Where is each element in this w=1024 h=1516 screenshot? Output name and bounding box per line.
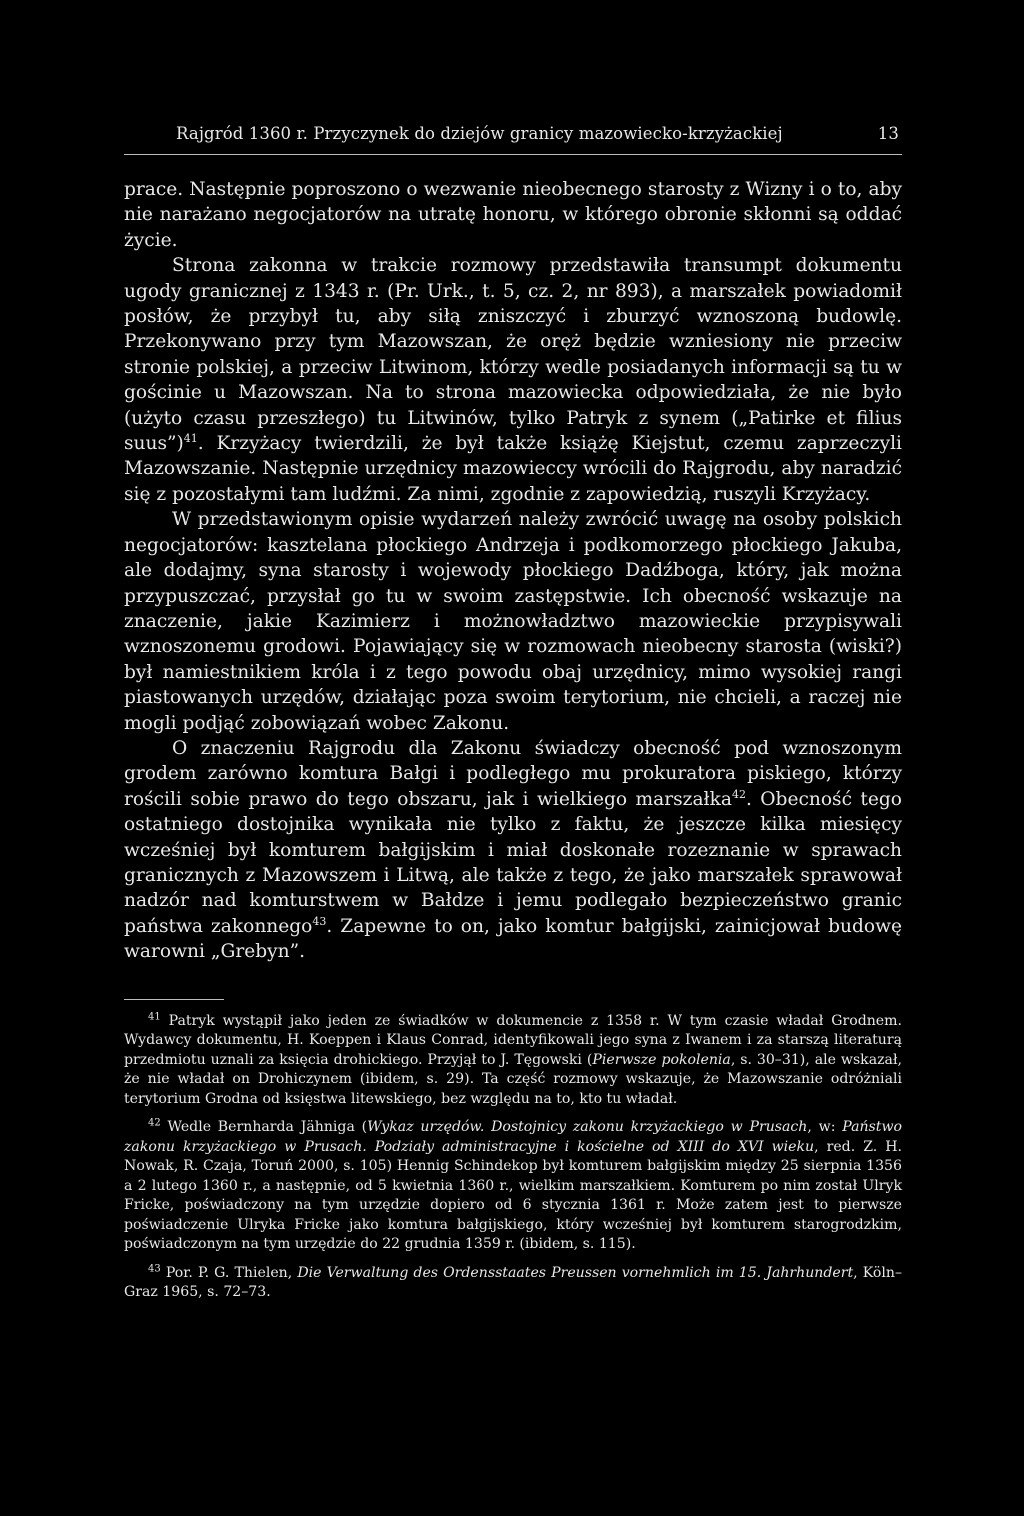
- paragraph-1-text: prace. Następnie poproszono o wezwanie nieobecnego starosty z Wizny i o to, aby nie narażano negocjatorów na utratę honoru, w którego obronie skłonni są oddać życie.: [124, 179, 902, 251]
- footnote-42-text-b: , w:: [807, 1119, 843, 1136]
- footnote-43-number: 43: [148, 1262, 161, 1274]
- footnote-ref-42[interactable]: 42: [731, 787, 746, 801]
- running-head: [124, 124, 902, 154]
- footnote-42-text-a: Wedle Bernharda Jähniga (: [167, 1119, 368, 1136]
- footnote-rule: [124, 999, 224, 1000]
- footnotes: [124, 1012, 902, 1303]
- footnote-42-number: 42: [148, 1117, 161, 1129]
- paragraph-4-text-b: . Obecność tego ostatniego dostojnika wynikała nie tylko z faktu, że jeszcze kilka miesięcy wcześniej był komturem bałgijskim i miał doskonałe rozeznanie w sprawach granicznych z Mazowszem i Litwą, ale także z tego, że jako marszałek sprawował nadzór nad komturstwem w Bałdze i jemu podlegało bezpieczeństwo granic państwa zakonnego: [124, 788, 902, 937]
- header-rule: [124, 154, 902, 155]
- footnote-41-title: Pierwsze pokolenia: [592, 1051, 731, 1068]
- paragraph-3-text: W przedstawionym opisie wydarzeń należy zwrócić uwagę na osoby polskich negocjatorów: kasztelana płockiego Andrzeja i podkomorzego płockiego Jakuba, ale dodajmy, syna starosty i wojewody płockiego Dadźboga, który, jak można przypuszczać, przysłał go tu w swoim zastępstwie. Ich obecność wskazuje na znaczenie, jakie Kazimierz i możnowładztwo mazowieckie przypisywali wznoszonemu grodowi. Pojawiający się w rozmowach nieobecny starosta (wiski?) był namiestnikiem króla i z tego powodu obaj urzędnicy, mimo wysokiej rangi piastowanych urzędów, działając poza swoim terytorium, nie chcieli, a raczej nie mogli podjąć zobowiązań wobec Zakonu.: [124, 509, 902, 734]
- footnote-43: [124, 1264, 902, 1303]
- paragraph-2: [124, 253, 902, 507]
- footnote-41-number: 41: [148, 1010, 161, 1022]
- paragraph-2-text-a: Strona zakonna w trakcie rozmowy przedstawiła transumpt dokumentu ugody granicznej z 1343 r. (Pr. Urk., t. 5, cz. 2, nr 893), a marszałek powiadomił posłów, że przybył tu, aby siłą zniszczyć i zburzyć wznoszoną budowlę. Przekonywano przy tym Mazowszan, że oręż będzie wzniesiony nie przeciw stronie polskiej, a przeciw Litwinom, którzy wedle posiadanych informacji są tu w gościnie u Mazowszan. Na to strona mazowiecka odpowiedziała, że nie było (użyto czasu przeszłego) tu Litwinów, tylko Patryk z synem („Patirke et filius suus”): [124, 255, 902, 455]
- footnote-ref-43[interactable]: 43: [312, 914, 327, 928]
- footnote-41-rest: , s. 30–31), ale wskazał, że nie władał on Drohiczynem (ibidem, s. 29). Ta część rozmowy wskazuje, że Mazowszanie odróżniali terytorium Grodna od księstwa litewskiego, bez względu na to, kto tu władał.: [124, 1051, 902, 1107]
- footnote-41: [124, 1012, 902, 1110]
- footnote-43-text-b: , Köln–Graz 1965, s. 72–73.: [124, 1264, 902, 1301]
- paragraph-4: [124, 736, 902, 965]
- paragraph-2-text-b: . Krzyżacy twierdzili, że był także książę Kiejstut, czemu zaprzeczyli Mazowszanie. Następnie urzędnicy mazowieccy wrócili do Rajgrodu, aby naradzić się z pozostałymi tam ludźmi. Za nimi, zgodnie z zapowiedzią, ruszyli Krzyżacy.: [124, 433, 902, 505]
- page-number: 13: [877, 124, 899, 143]
- footnote-43-text-a: Por. P. G. Thielen,: [165, 1264, 298, 1281]
- main-text: [124, 177, 902, 965]
- footnote-41-text: Patryk wystąpił jako jeden ze świadków w dokumencie z 1358 r. W tym czasie władał Grodnem. Wydawcy dokumentu, H. Koeppen i Klaus Conrad, identyfikowali jego syna z Iwanem i za starszą literaturą przedmiotu uznali za księcia drohickiego. Przyjął to J. Tęgowski (: [124, 1012, 902, 1068]
- book-page: [124, 124, 902, 1312]
- paragraph-3: [124, 507, 902, 736]
- paragraph-4-text-c: . Zapewne to on, jako komtur bałgijski, zainicjował budowę warowni „Grebyn”.: [124, 915, 902, 963]
- paragraph-4-text-a: O znaczeniu Rajgrodu dla Zakonu świadczy obecność pod wznoszonym grodem zarówno komtura Bałgi i podległego mu prokuratora piskiego, którzy rościli sobie prawo do tego obszaru, jak i wielkiego marszałka: [124, 737, 902, 810]
- footnote-42-title-2: Państwo zakonu krzyżackiego w Prusach. Podziały administracyjne i kościelne od XIII do XVI wieku: [124, 1119, 902, 1155]
- footnote-42-title-1: Wykaz urzędów. Dostojnicy zakonu krzyżackiego w Prusach: [367, 1119, 808, 1136]
- footnote-43-title: Die Verwaltung des Ordensstaates Preussen vornehmlich im 15. Jahrhundert: [297, 1264, 854, 1281]
- running-title: Rajgród 1360 r. Przyczynek do dziejów granicy mazowiecko-krzyżackiej: [176, 124, 783, 143]
- footnote-42-text-c: , red. Z. H. Nowak, R. Czaja, Toruń 2000, s. 105) Hennig Schindekop był komturem bałgijskim między 25 sierpnia 1356 a 2 lutego 1360 r., a następnie, od 5 kwietnia 1360 r., wielkim marszałkiem. Komturem po nim został Ulryk Fricke, poświadczony na tym urzędzie dopiero od 6 stycznia 1361 r. Może zatem jest to pierwsze poświadczenie Ulryka Fricke jako komtura bałgijskiego, który wcześniej był komturem starogrodzkim, poświadczonym na tym urzędzie do 22 grudnia 1359 r. (ibidem, s. 115).: [124, 1138, 902, 1253]
- footnote-ref-41[interactable]: 41: [183, 431, 198, 445]
- paragraph-1: [124, 177, 902, 253]
- footnote-42: [124, 1118, 902, 1255]
